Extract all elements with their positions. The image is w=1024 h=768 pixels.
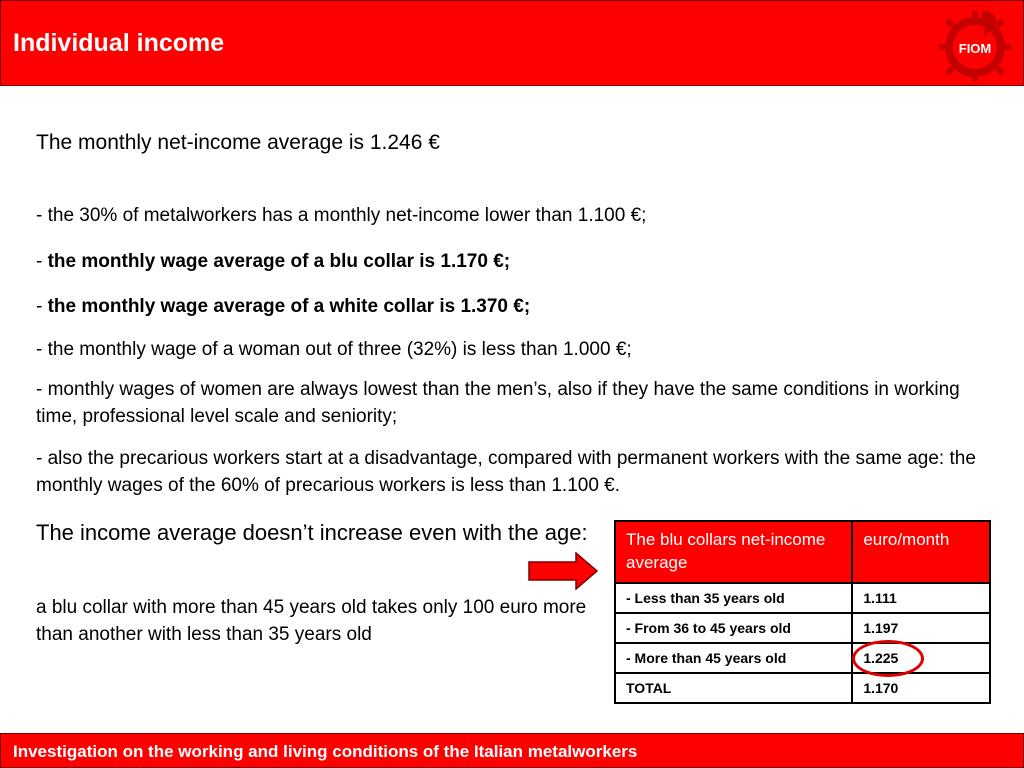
table-header: euro/month (852, 521, 990, 583)
bullet-women-wages: - monthly wages of women are always lowest than the men’s, also if they have the same conditions in working time, professional level scale and seniority; (36, 379, 960, 427)
income-average-statement: The monthly net-income average is 1.246 € (36, 131, 440, 154)
table-header-row (615, 521, 990, 583)
footer-bar (0, 733, 1024, 768)
table-header: The blu collars net-income average (615, 521, 852, 583)
table-row (615, 613, 990, 643)
table-row (615, 583, 990, 613)
bullet-women-one-third: - the monthly wage of a woman out of three (32%) is less than 1.000 €; (36, 339, 632, 360)
svg-text:FIOM: FIOM (958, 41, 992, 56)
age-heading: The income average doesn’t increase even with the age: (36, 520, 588, 545)
header-bar (0, 0, 1024, 86)
fiom-logo-icon (937, 7, 1013, 83)
bullet-white-collar: - the monthly wage average of a white collar is 1.370 €; (36, 296, 531, 317)
table-cell: - Less than 35 years old (615, 583, 852, 613)
highlight-circle (852, 640, 924, 677)
footer-text: Investigation on the working and living conditions of the Italian metalworkers (13, 742, 638, 761)
bullet-precarious-workers: - also the precarious workers start at a disadvantage, compared with permanent workers with the same age: the monthly wages of the 60% of precarious workers is less than 1.100 €. (36, 448, 976, 496)
table-cell: TOTAL (615, 673, 852, 703)
table-cell: - From 36 to 45 years old (615, 613, 852, 643)
table-cell: 1.197 (852, 613, 990, 643)
bullet-blu-collar: - the monthly wage average of a blu collar is 1.170 €; (36, 251, 511, 272)
table-cell: 1.111 (852, 583, 990, 613)
page-title: Individual income (13, 29, 225, 57)
income-table (614, 520, 991, 704)
bullet-metalworkers-30: - the 30% of metalworkers has a monthly net-income lower than 1.100 €; (36, 205, 647, 226)
table-cell: 1.170 (852, 673, 990, 703)
table-cell: 1.225 (852, 643, 990, 673)
age-text: a blu collar with more than 45 years old takes only 100 euro more than another with less than 35 years old (36, 597, 587, 645)
table-row (615, 673, 990, 703)
right-arrow-icon (528, 552, 598, 590)
table-cell: - More than 45 years old (615, 643, 852, 673)
table-row (615, 643, 990, 673)
